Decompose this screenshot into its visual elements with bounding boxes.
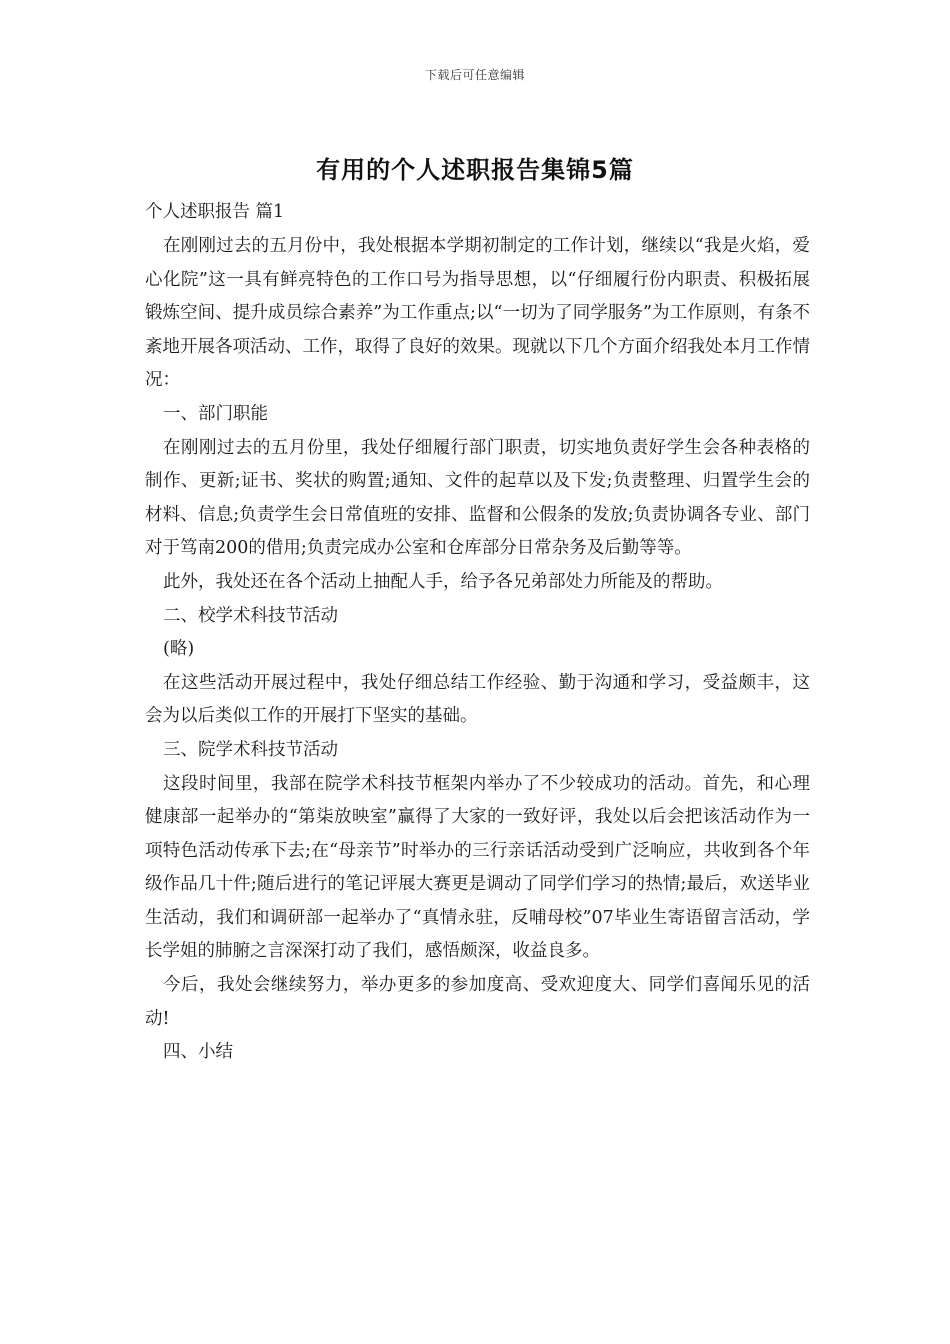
- section-heading: 个人述职报告 篇1: [145, 202, 285, 222]
- section-heading: 一、部门职能: [163, 403, 268, 424]
- section-heading: 四、小结: [163, 1042, 233, 1063]
- section-heading: 三、院学术科技节活动: [163, 739, 338, 760]
- paragraph: 在这些活动开展过程中，我处仔细总结工作经验、勤于沟通和学习，受益颇丰，这会为以后类似工作的开展打下坚实的基础。: [145, 672, 810, 727]
- paragraph: 此外，我处还在各个活动上抽配人手，给予各兄弟部处力所能及的帮助。: [163, 571, 723, 592]
- paragraph: 在刚刚过去的五月份里，我处仔细履行部门职责，切实地负责好学生会各种表格的制作、更新;证书、奖状的购置;通知、文件的起草以及下发;负责整理、归置学生会的材料、信息;负责学生会日常值班的安排、监督和公假条的发放;负责协调各专业、部门对于笃南200的借用;负责完成办公室和仓库部分日常杂务及后勤等等。: [145, 437, 810, 559]
- document-body: [145, 198, 810, 1070]
- paragraph: 今后，我处会继续努力，举办更多的参加度高、受欢迎度大、同学们喜闻乐见的活动!: [145, 975, 810, 1029]
- paragraph: 这段时间里，我部在院学术科技节框架内举办了不少较成功的活动。首先，和心理健康部一起举办的“第柒放映室”赢得了大家的一致好评，我处以后会把该活动作为一项特色活动传承下去;在“母亲节”时举办的三行亲话活动受到广泛响应，共收到各个年级作品几十件;随后进行的笔记评展大赛更是调动了同学们学习的热情;最后，欢送毕业生活动，我们和调研部一起举办了“真情永驻，反哺母校”07毕业生寄语留言活动，学长学姐的肺腑之言深深打动了我们，感悟颇深，收益良多。: [145, 773, 810, 962]
- header-note: 下载后可任意编辑: [424, 68, 525, 82]
- document-title: 有用的个人述职报告集锦5篇: [316, 156, 634, 184]
- paragraph: (略): [163, 639, 195, 660]
- paragraph: 在刚刚过去的五月份中，我处根据本学期初制定的工作计划，继续以“我是火焰，爱心化院”这一具有鲜亮特色的工作口号为指导思想，以“仔细履行份内职责、积极拓展锻炼空间、提升成员综合素养”为工作重点;以“一切为了同学服务”为工作原则，有条不紊地开展各项活动、工作，取得了良好的效果。现就以下几个方面介绍我处本月工作情况：: [145, 236, 810, 391]
- section-heading: 二、校学术科技节活动: [163, 605, 338, 626]
